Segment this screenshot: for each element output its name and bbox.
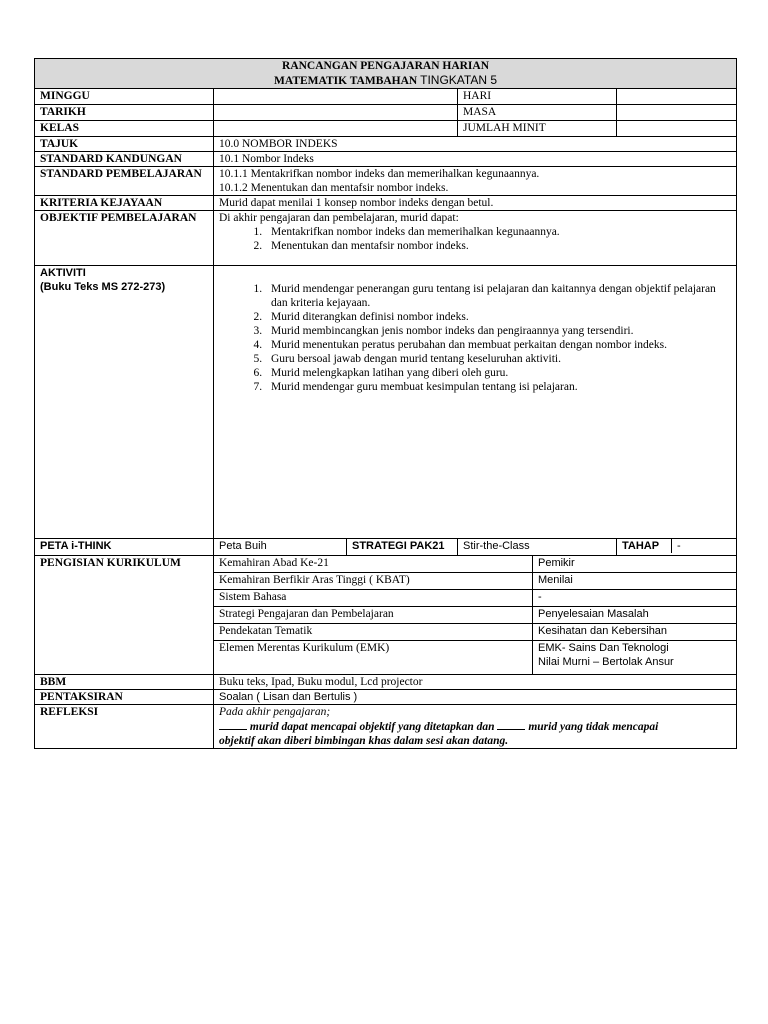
label-bbm: BBM [35, 675, 214, 690]
standard-pembelajaran-item: 10.1.1 Mentakrifkan nombor indeks dan memerihalkan kegunaannya. [219, 168, 540, 180]
standard-pembelajaran-item: 10.1.2 Menentukan dan mentafsir nombor indeks. [219, 182, 449, 194]
value-standard-kandungan: 10.1 Nombor Indeks [214, 152, 737, 167]
pengisian-key: Pendekatan Tematik [214, 624, 533, 641]
label-jumlah-minit: JUMLAH MINIT [458, 121, 617, 137]
pengisian-value: Menilai [533, 573, 737, 590]
tahap-cell [617, 539, 737, 556]
nilai-murni-line: Nilai Murni – Bertolak Ansur [538, 656, 674, 668]
header-subject: MATEMATIK TAMBAHAN [274, 75, 418, 87]
label-kelas: KELAS [35, 121, 214, 137]
blank-field[interactable] [497, 719, 525, 730]
list-item: 6. Murid melengkapkan latihan yang diberi oleh guru. [265, 366, 731, 380]
list-item: 5. Guru bersoal jawab dengan murid tentang keseluruhan aktiviti. [265, 352, 731, 366]
label-masa: MASA [458, 105, 617, 121]
header-line2 [40, 73, 731, 88]
aktiviti-sublabel: (Buku Teks MS 272-273) [40, 281, 166, 293]
refleksi-line3: objektif akan diberi bimbingan khas dalam sesi akan datang. [219, 735, 509, 747]
label-kriteria: KRITERIA KEJAYAAN [35, 196, 214, 211]
value-hari[interactable] [617, 89, 737, 105]
pengisian-key: Kemahiran Berfikir Aras Tinggi ( KBAT) [214, 573, 533, 590]
value-kelas[interactable] [214, 121, 458, 137]
value-standard-pembelajaran [214, 167, 737, 196]
list-item: 1. Murid mendengar penerangan guru tentang isi pelajaran dan kaitannya dengan objektif pelajaran dan kriteria kejayaan. [265, 282, 731, 310]
label-pentaksiran: PENTAKSIRAN [35, 690, 214, 705]
aktiviti-title: AKTIVITI [40, 267, 86, 279]
pengisian-value: Kesihatan dan Kebersihan [533, 624, 737, 641]
value-objektif [214, 211, 737, 266]
aktiviti-list [219, 282, 731, 394]
list-item: 2. Menentukan dan mentafsir nombor indeks. [265, 239, 731, 253]
plan-header [35, 59, 737, 89]
emk-line: EMK- Sains Dan Teknologi [538, 642, 669, 654]
label-pengisian: PENGISIAN KURIKULUM [35, 556, 214, 675]
value-kriteria: Murid dapat menilai 1 konsep nombor indeks dengan betul. [214, 196, 737, 211]
label-tahap: TAHAP [617, 539, 672, 553]
value-bbm: Buku teks, Ipad, Buku modul, Lcd projector [214, 675, 737, 690]
pengisian-value: Penyelesaian Masalah [533, 607, 737, 624]
label-tarikh: TARIKH [35, 105, 214, 121]
label-refleksi: REFLEKSI [35, 705, 214, 749]
label-hari: HARI [458, 89, 617, 105]
pengisian-key: Sistem Bahasa [214, 590, 533, 607]
pengisian-value [533, 641, 737, 675]
header-form: TINGKATAN 5 [420, 73, 498, 87]
pengisian-key: Strategi Pengajaran dan Pembelajaran [214, 607, 533, 624]
pengisian-value: - [533, 590, 737, 607]
value-tajuk: 10.0 NOMBOR INDEKS [214, 137, 737, 152]
objektif-intro: Di akhir pengajaran dan pembelajaran, murid dapat: [219, 212, 459, 224]
list-item: 7. Murid mendengar guru membuat kesimpulan tentang isi pelajaran. [265, 380, 731, 394]
objektif-list [219, 225, 731, 253]
value-pentaksiran: Soalan ( Lisan dan Bertulis ) [214, 690, 737, 705]
header-line1: RANCANGAN PENGAJARAN HARIAN [282, 60, 490, 72]
list-item: 2. Murid diterangkan definisi nombor indeks. [265, 310, 731, 324]
pengisian-key: Kemahiran Abad Ke-21 [214, 556, 533, 573]
label-standard-kandungan: STANDARD KANDUNGAN [35, 152, 214, 167]
value-strategi: Stir-the-Class [458, 539, 617, 556]
lesson-plan-table [34, 58, 737, 749]
refleksi-text: murid yang tidak mencapai [528, 721, 659, 733]
list-item: 3. Murid membincangkan jenis nombor indeks dan pengiraannya yang tersendiri. [265, 324, 731, 338]
pengisian-key: Elemen Merentas Kurikulum (EMK) [214, 641, 533, 675]
value-aktiviti [214, 266, 737, 539]
value-minggu[interactable] [214, 89, 458, 105]
pengisian-value: Pemikir [533, 556, 737, 573]
value-tarikh[interactable] [214, 105, 458, 121]
label-minggu: MINGGU [35, 89, 214, 105]
label-aktiviti [35, 266, 214, 539]
refleksi-line1: Pada akhir pengajaran; [219, 706, 331, 718]
list-item: 4. Murid menentukan peratus perubahan dan membuat perkaitan dengan nombor indeks. [265, 338, 731, 352]
label-strategi: STRATEGI PAK21 [347, 539, 458, 556]
value-refleksi [214, 705, 737, 749]
refleksi-text: murid dapat mencapai objektif yang ditetapkan dan [249, 721, 495, 733]
list-item: 1. Mentakrifkan nombor indeks dan memerihalkan kegunaannya. [265, 225, 731, 239]
label-objektif: OBJEKTIF PEMBELAJARAN [35, 211, 214, 266]
label-standard-pembelajaran: STANDARD PEMBELAJARAN [35, 167, 214, 196]
label-tajuk: TAJUK [35, 137, 214, 152]
value-peta: Peta Buih [214, 539, 347, 556]
blank-field[interactable] [219, 719, 247, 730]
refleksi-line2 [219, 719, 731, 734]
value-masa[interactable] [617, 105, 737, 121]
label-peta: PETA i-THINK [35, 539, 214, 556]
value-tahap: - [677, 540, 681, 552]
value-jumlah-minit[interactable] [617, 121, 737, 137]
